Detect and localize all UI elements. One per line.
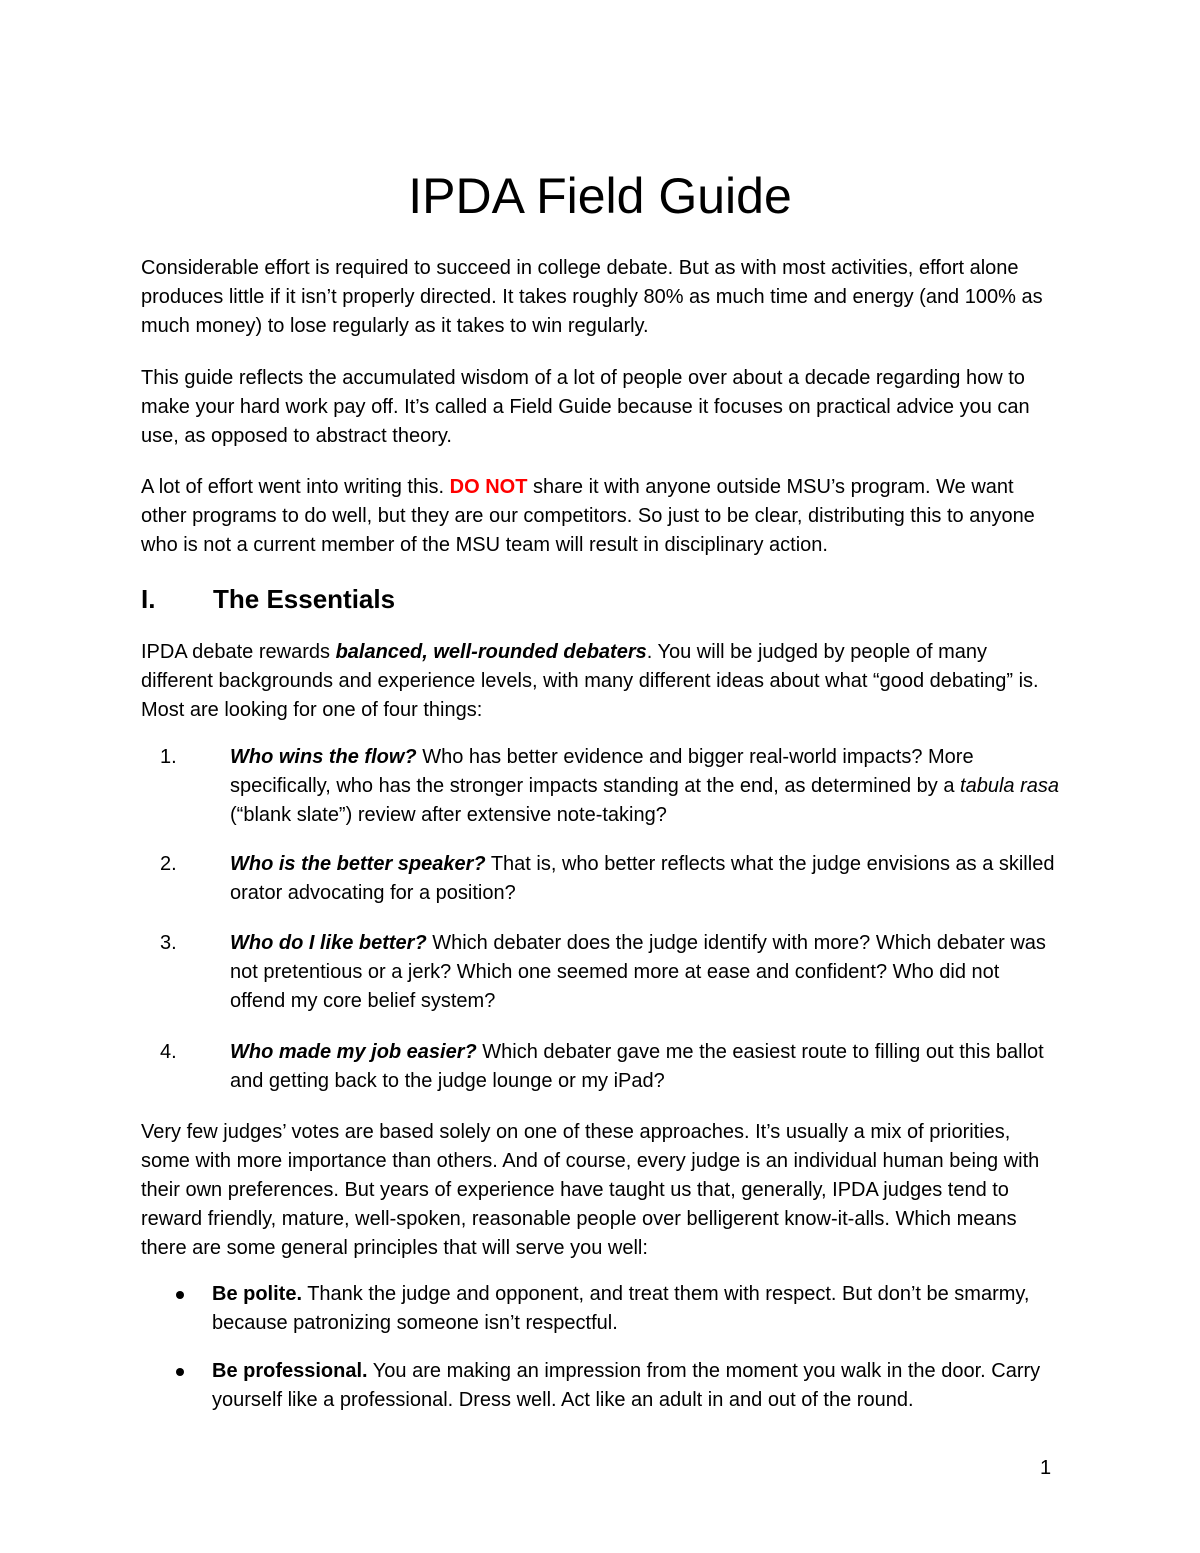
criterion-question: Who do I like better? — [230, 932, 427, 954]
section-heading — [141, 582, 395, 616]
principle-body — [212, 1280, 1056, 1338]
criterion-text: That is, who better reflects what the judge envisions as a skilled orator advocating for a position? — [230, 853, 1055, 904]
lead-emphasis: balanced, well-rounded debaters — [335, 641, 647, 663]
criterion-question: Who is the better speaker? — [230, 853, 486, 875]
warning-paragraph — [141, 473, 1061, 560]
bullet-dot-icon — [176, 1368, 184, 1376]
list-number: 2. — [160, 853, 177, 875]
warning-text-after: share it with anyone outside MSU’s program. We want other programs to do well, but they are our competitors. So just to be clear, distributing this to anyone who is not a current member of the MSU team will result in disciplinary action. — [141, 476, 1035, 556]
principle-bullet — [176, 1280, 1056, 1338]
principle-body — [212, 1357, 1056, 1415]
judging-criterion-item — [160, 929, 1060, 1016]
page-number: 1 — [1040, 1457, 1052, 1479]
list-number: 4. — [160, 1041, 177, 1063]
summary-paragraph: Very few judges’ votes are based solely on one of these approaches. It’s usually a mix of priorities, some with more importance than others. And of course, every judge is an individual human being with their own preferences. But years of experience have taught us that, generally, IPDA judges tend to reward friendly, mature, well-spoken, reasonable people over belligerent know-it-alls. Which means there are some general principles that will serve you well: — [141, 1121, 1040, 1259]
principle-label: Be professional. — [212, 1360, 368, 1382]
criterion-italic-term: tabula rasa — [960, 775, 1059, 797]
criterion-text: Who has better evidence and bigger real-world impacts? More specifically, who has the stronger impacts standing at the end, as determined by a — [230, 746, 974, 797]
list-item-body — [230, 743, 1060, 830]
intro-paragraph-2: This guide reflects the accumulated wisdom of a lot of people over about a decade regarding how to make your hard work pay off. It’s called a Field Guide because it focuses on practical advice you can use, as opposed to abstract theory. — [141, 367, 1030, 447]
section-lead-paragraph — [141, 638, 1061, 725]
list-item-body — [230, 850, 1060, 908]
principle-label: Be polite. — [212, 1283, 303, 1305]
principle-text: Thank the judge and opponent, and treat them with respect. But don’t be smarmy, because patronizing someone isn’t respectful. — [212, 1283, 1030, 1334]
document-title: IPDA Field Guide — [408, 168, 792, 224]
warning-emphasis: DO NOT — [449, 476, 528, 498]
intro-paragraph-1: Considerable effort is required to succeed in college debate. But as with most activities, effort alone produces little if it isn’t properly directed. It takes roughly 80% as much time and energy (and 100% as much money) to lose regularly as it takes to win regularly. — [141, 257, 1043, 337]
list-item-body — [230, 929, 1060, 1016]
principle-text: You are making an impression from the moment you walk in the door. Carry yourself like a professional. Dress well. Act like an adult in and out of the round. — [212, 1360, 1041, 1411]
criterion-text: Which debater gave me the easiest route to filling out this ballot and getting back to the judge lounge or my iPad? — [230, 1041, 1044, 1092]
section-title: The Essentials — [213, 584, 396, 614]
criterion-text-continued: (“blank slate”) review after extensive note-taking? — [230, 804, 667, 826]
judging-criterion-item — [160, 850, 1060, 908]
list-number: 1. — [160, 746, 177, 768]
judging-criterion-item — [160, 743, 1060, 830]
warning-text-before: A lot of effort went into writing this. — [141, 476, 450, 498]
list-number: 3. — [160, 932, 177, 954]
principle-bullet — [176, 1357, 1056, 1415]
criterion-question: Who wins the flow? — [230, 746, 417, 768]
lead-text-after: . You will be judged by people of many different backgrounds and experience levels, with many different ideas about what “good debating” is. Most are looking for one of four things: — [141, 641, 1039, 721]
section-number: I. — [141, 584, 156, 614]
criterion-question: Who made my job easier? — [230, 1041, 477, 1063]
judging-criterion-item — [160, 1038, 1060, 1096]
list-item-body — [230, 1038, 1060, 1096]
bullet-dot-icon — [176, 1291, 184, 1299]
lead-text-before: IPDA debate rewards — [141, 641, 336, 663]
criterion-text: Which debater does the judge identify with more? Which debater was not pretentious or a jerk? Which one seemed more at ease and confident? Who did not offend my core belief system? — [230, 932, 1046, 1012]
